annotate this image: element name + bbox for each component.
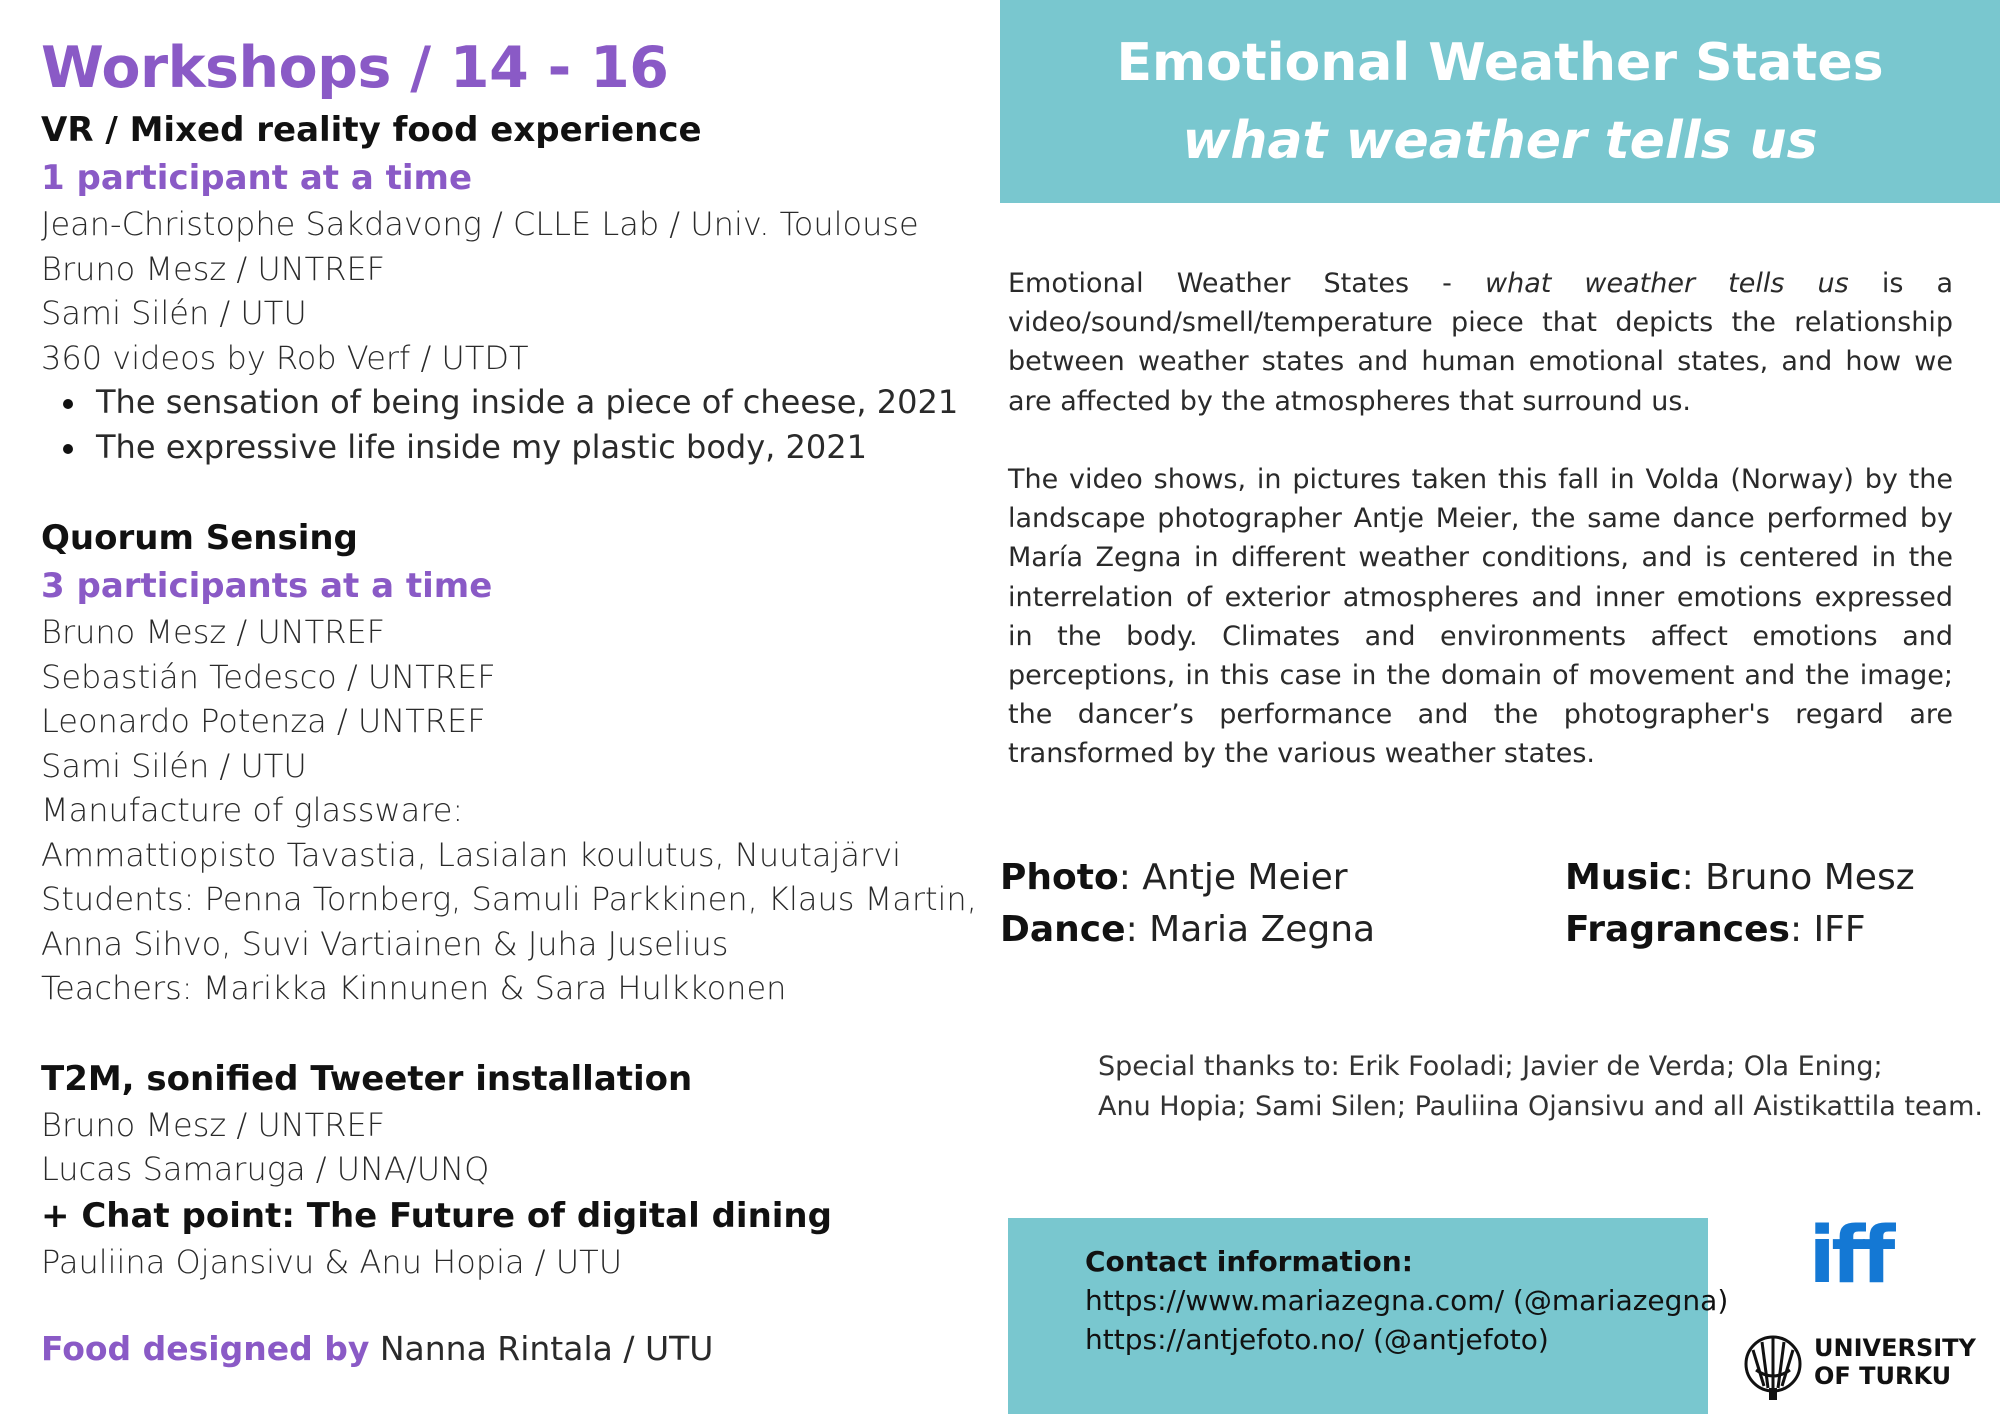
- contact-link-mariazegna[interactable]: https://www.mariazegna.com/ (@mariazegna): [1085, 1284, 1729, 1317]
- para1-italic: what weather tells us: [1485, 268, 1849, 299]
- t2m-credit-line: Lucas Samaruga / UNA/UNQ: [41, 1150, 490, 1188]
- credits-left: [1000, 852, 1375, 956]
- university-line-1: UNIVERSITY: [1814, 1334, 1976, 1362]
- vr-credit-line: Sami Silén / UTU: [41, 294, 307, 332]
- vr-credit-line: 360 videos by Rob Verf / UTDT: [41, 338, 529, 377]
- credits-right: [1565, 852, 1915, 956]
- food-credit-label: Food designed by: [41, 1329, 370, 1368]
- workshops-column: [41, 30, 977, 1372]
- vr-video-list: [41, 380, 961, 470]
- university-line-2: OF TURKU: [1814, 1362, 1952, 1390]
- quorum-participants: 3 participants at a time: [41, 566, 493, 606]
- para1-rest: is a video/sound/smell/temperature piece that depicts the relationship between weather states and human emotional states, and how we are affected by the atmospheres that surround us.: [1008, 268, 1954, 417]
- chat-point-heading: + Chat point: The Future of digital dining: [41, 1195, 832, 1236]
- fragrances-value: : IFF: [1789, 909, 1866, 950]
- list-item: The expressive life inside my plastic body, 2021: [41, 425, 961, 470]
- quorum-credit-line: Anna Sihvo, Suvi Vartiainen & Juha Juselius: [41, 924, 729, 963]
- photo-value: : Antje Meier: [1118, 857, 1348, 898]
- quorum-credit-line: Bruno Mesz / UNTREF: [41, 613, 386, 651]
- music-value: : Bruno Mesz: [1681, 857, 1915, 898]
- fragrances-credit: [1565, 904, 1915, 956]
- dance-label: Dance: [1000, 909, 1126, 950]
- t2m-heading: T2M, sonified Tweeter installation: [41, 1058, 693, 1099]
- dance-credit: [1000, 904, 1375, 956]
- banner-subtitle: what weather tells us: [1182, 111, 1818, 171]
- list-item: The sensation of being inside a piece of cheese, 2021: [41, 380, 961, 425]
- thanks-line: Anu Hopia; Sami Silen; Pauliina Ojansivu and all Aistikattila team.: [1098, 1090, 1983, 1122]
- quorum-credit-line: Leonardo Potenza / UNTREF: [41, 702, 486, 740]
- thanks-line: Special thanks to: Erik Fooladi; Javier de Verda; Ola Ening;: [1098, 1051, 1883, 1082]
- iff-logo: [1800, 1220, 1900, 1290]
- special-thanks: [1098, 1047, 1983, 1126]
- quorum-credit-line: Sami Silén / UTU: [41, 746, 307, 785]
- contact-link-antjefoto[interactable]: https://antjefoto.no/ (@antjefoto): [1085, 1323, 1549, 1356]
- vr-credit-line: Jean-Christophe Sakdavong / CLLE Lab / Univ. Toulouse: [41, 205, 919, 243]
- banner-title: Emotional Weather States: [1116, 33, 1884, 93]
- dance-value: : Maria Zegna: [1125, 909, 1376, 950]
- university-seal-icon: [1742, 1330, 1804, 1402]
- food-credit: [41, 1326, 961, 1372]
- music-label: Music: [1565, 857, 1682, 898]
- fragrances-label: Fragrances: [1565, 909, 1790, 950]
- university-of-turku-logo: [1742, 1330, 1982, 1402]
- description-paragraph-1: [1008, 264, 1953, 421]
- para1-lead: Emotional Weather States -: [1008, 268, 1485, 299]
- quorum-credit-line: Teachers: Marikka Kinnunen & Sara Hulkkonen: [41, 969, 787, 1007]
- photo-credit: [1000, 852, 1375, 904]
- vr-credit-line: Bruno Mesz / UNTREF: [41, 249, 386, 288]
- music-credit: [1565, 852, 1915, 904]
- chat-point-credit: Pauliina Ojansivu & Anu Hopia / UTU: [41, 1242, 623, 1281]
- t2m-credit-line: Bruno Mesz / UNTREF: [41, 1105, 386, 1144]
- contact-box: [1008, 1218, 1729, 1414]
- quorum-credit-line: Sebastián Tedesco / UNTREF: [41, 657, 496, 696]
- quorum-heading: Quorum Sensing: [41, 518, 358, 558]
- quorum-credit-line: Students: Penna Tornberg, Samuli Parkkinen, Klaus Martin,: [41, 880, 977, 918]
- title-banner: [1000, 0, 2000, 203]
- quorum-credit-line: Manufacture of glassware:: [41, 791, 464, 829]
- quorum-credit-line: Ammattiopisto Tavastia, Lasialan koulutus, Nuutajärvi: [41, 835, 902, 874]
- photo-label: Photo: [1000, 857, 1119, 898]
- vr-participants: 1 participant at a time: [41, 158, 473, 198]
- workshops-title: Workshops / 14 - 16: [41, 35, 669, 101]
- iff-logo-text: iff: [1808, 1220, 1892, 1290]
- contact-title: Contact information:: [1085, 1245, 1413, 1278]
- vr-heading: VR / Mixed reality food experience: [41, 110, 702, 150]
- food-credit-value: Nanna Rintala / UTU: [369, 1329, 714, 1368]
- description-paragraph-2: The video shows, in pictures taken this fall in Volda (Norway) by the landscape photographer Antje Meier, the same dance performed by María Zegna in different weather conditions, and is centered in the interrelation of exterior atmospheres and inner emotions expressed in the body. Climates and environments affect emotions and perceptions, in this case in the domain of movement and the image; the dancer’s performance and the photographer's regard are transformed by the various weather states.: [1008, 464, 1953, 770]
